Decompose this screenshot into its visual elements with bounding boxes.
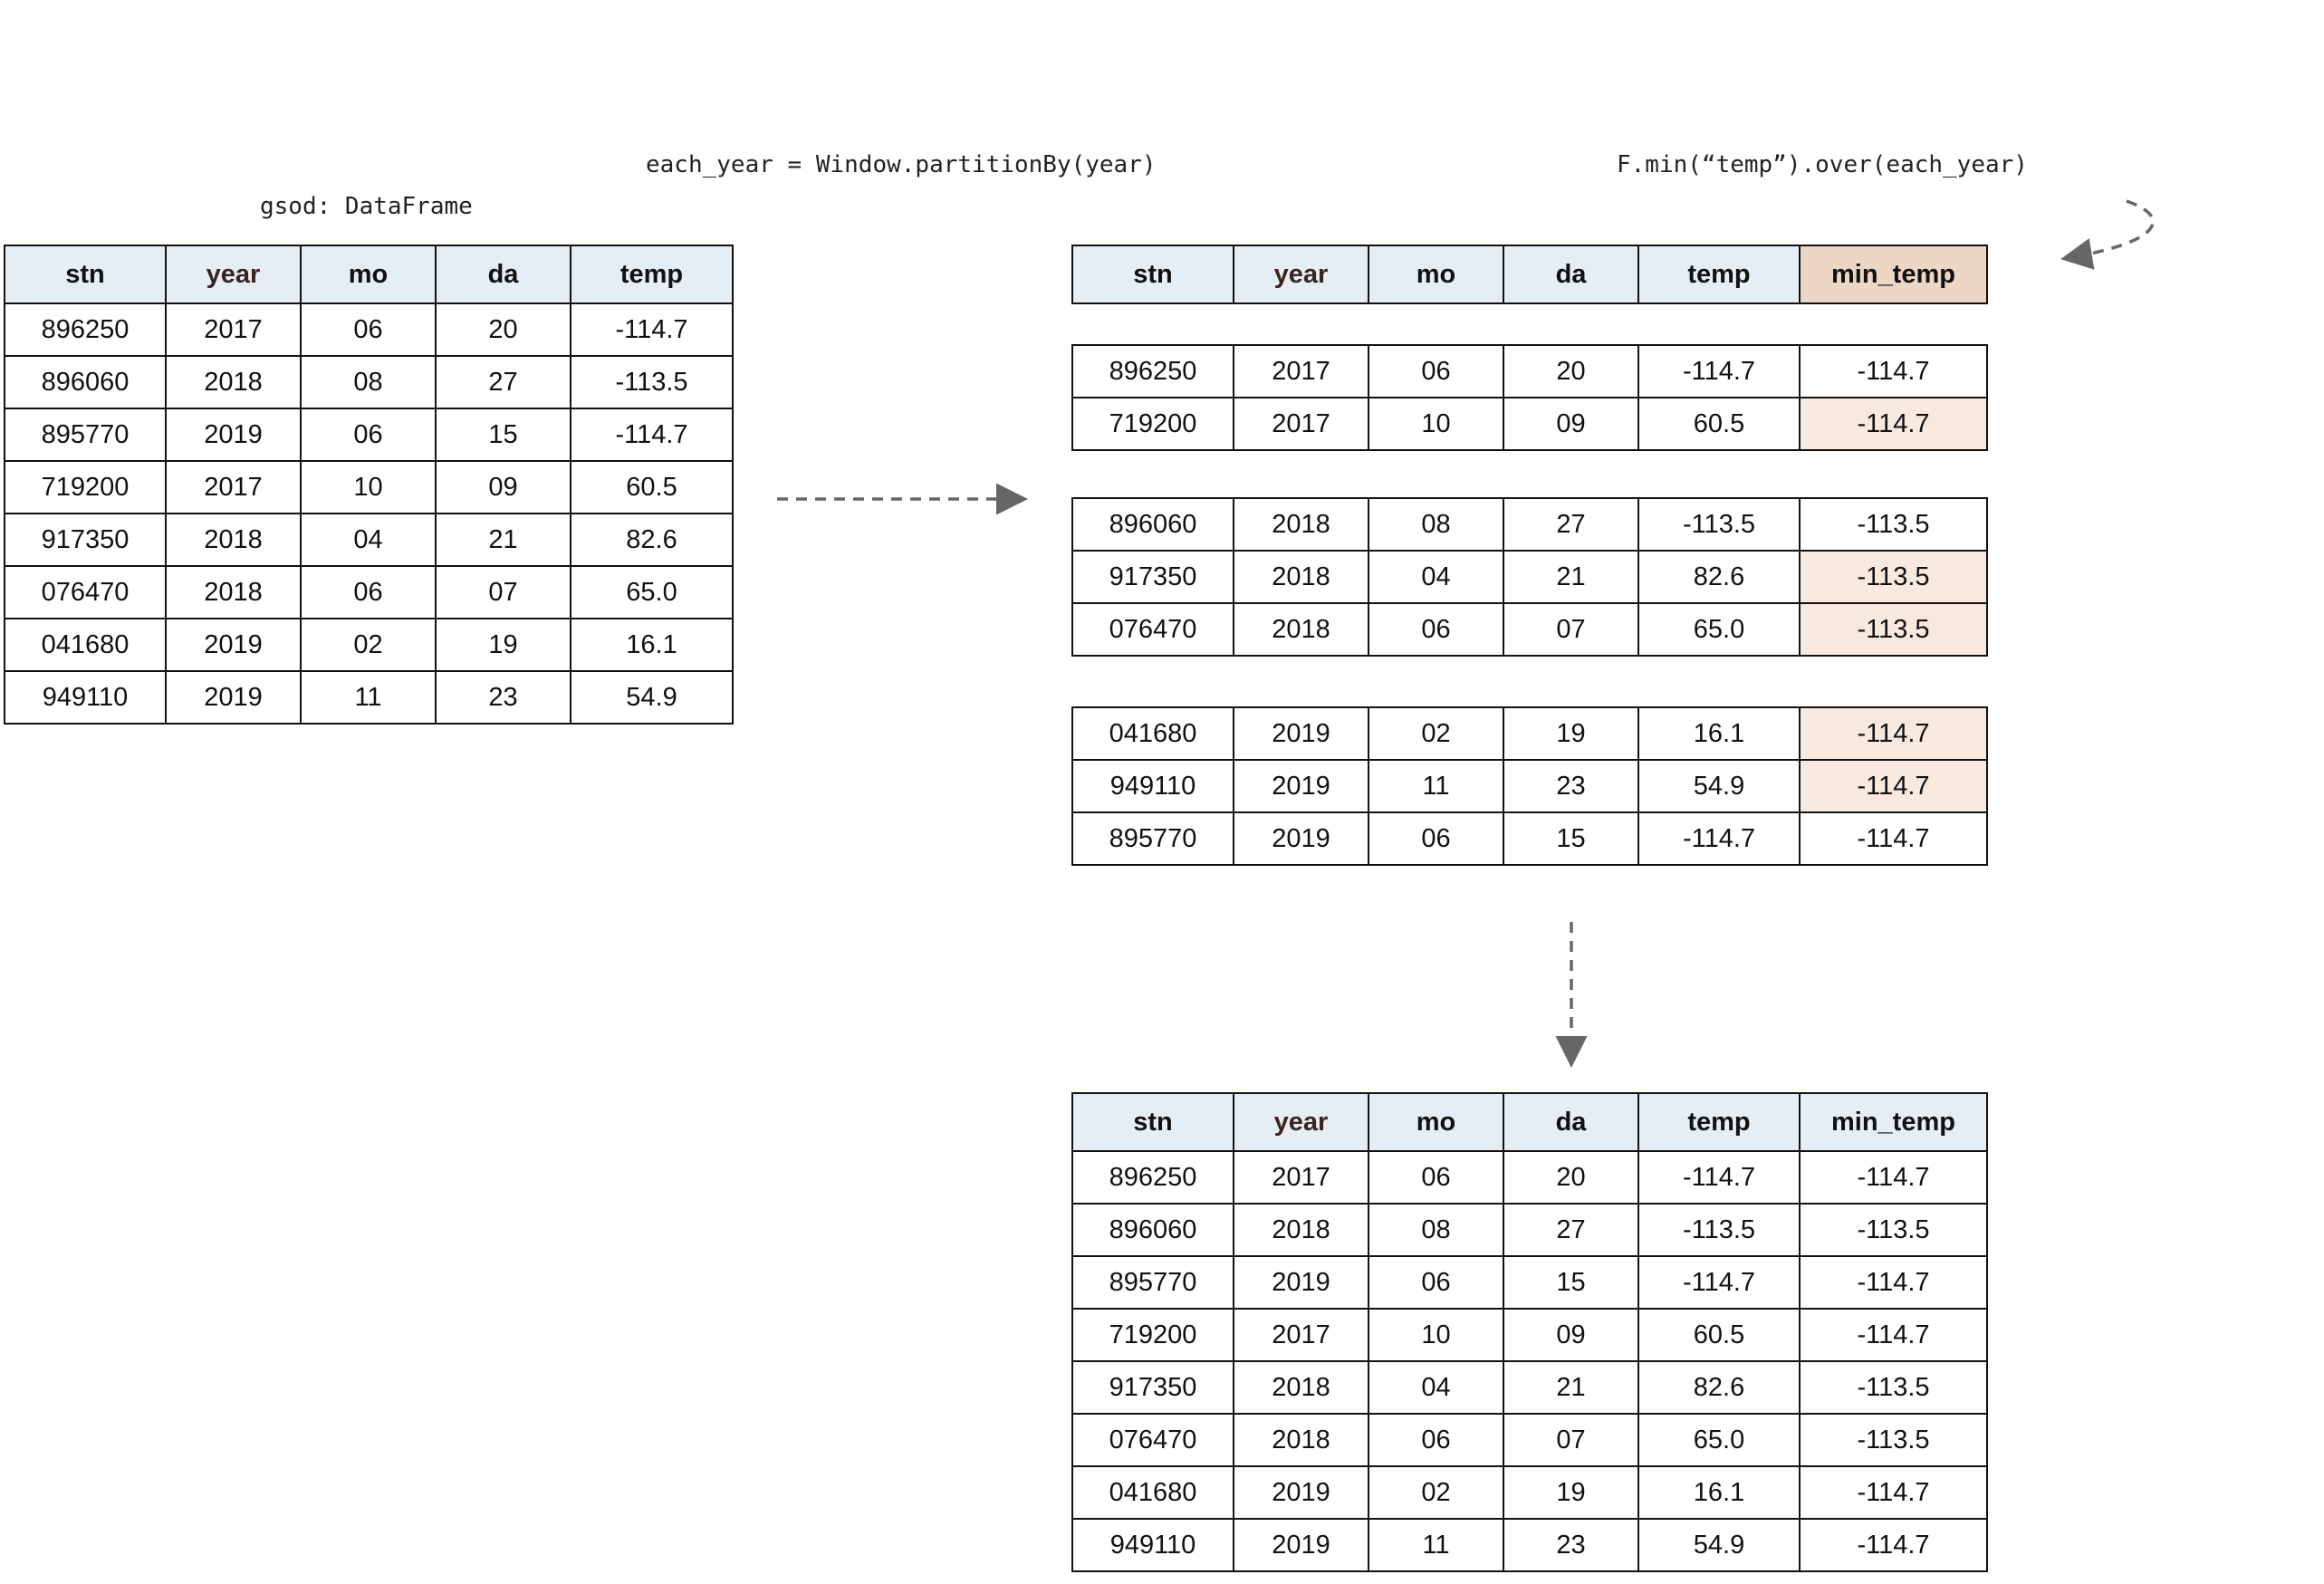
year-cell: 2017 [1234, 1309, 1368, 1361]
temp-cell: -113.5 [571, 356, 733, 408]
year-cell: 2019 [1234, 1256, 1368, 1309]
mo-cell: 06 [301, 303, 436, 356]
temp-cell: -114.7 [1638, 345, 1800, 398]
da-cell: 21 [1503, 1361, 1638, 1414]
year-cell: 2018 [1234, 1204, 1368, 1256]
min-temp-cell: -113.5 [1800, 1414, 1987, 1466]
year-cell: 2019 [166, 408, 301, 461]
stn-cell: 076470 [1072, 603, 1234, 656]
stn-cell: 076470 [5, 566, 166, 619]
mo-cell: 11 [301, 671, 436, 724]
stn-cell: 917350 [1072, 1361, 1234, 1414]
mo-cell: 10 [1368, 398, 1503, 450]
da-cell: 19 [1503, 707, 1638, 760]
mo-cell: 08 [301, 356, 436, 408]
mo-cell: 06 [301, 566, 436, 619]
mo-cell: 06 [1368, 1151, 1503, 1204]
min-temp-cell: -113.5 [1800, 603, 1987, 656]
temp-cell: 16.1 [1638, 707, 1800, 760]
temp-cell: 60.5 [1638, 1309, 1800, 1361]
mo-cell: 06 [1368, 603, 1503, 656]
temp-cell: -114.7 [1638, 812, 1800, 865]
da-cell: 21 [436, 514, 571, 566]
stn-cell: 041680 [1072, 707, 1234, 760]
min-temp-cell: -114.7 [1800, 760, 1987, 812]
da-cell: 23 [1503, 1519, 1638, 1571]
temp-cell: 60.5 [571, 461, 733, 514]
temp-cell: 16.1 [571, 619, 733, 671]
stn-cell: 719200 [1072, 398, 1234, 450]
temp-cell: 54.9 [571, 671, 733, 724]
year-cell: 2017 [1234, 398, 1368, 450]
stn-cell: 896250 [1072, 345, 1234, 398]
header-temp: temp [1638, 1093, 1800, 1151]
mo-cell: 02 [301, 619, 436, 671]
year-cell: 2018 [1234, 498, 1368, 551]
mo-cell: 04 [301, 514, 436, 566]
stn-cell: 917350 [5, 514, 166, 566]
da-cell: 20 [1503, 1151, 1638, 1204]
aggregation-arrow [2067, 201, 2153, 258]
da-cell: 07 [1503, 1414, 1638, 1466]
da-cell: 15 [1503, 1256, 1638, 1309]
da-cell: 09 [436, 461, 571, 514]
stn-cell: 896250 [5, 303, 166, 356]
temp-cell: 54.9 [1638, 760, 1800, 812]
da-cell: 19 [1503, 1466, 1638, 1519]
year-cell: 2019 [1234, 760, 1368, 812]
year-cell: 2018 [166, 566, 301, 619]
da-cell: 27 [1503, 1204, 1638, 1256]
mo-cell: 06 [1368, 345, 1503, 398]
min-temp-cell: -113.5 [1800, 1204, 1987, 1256]
da-cell: 09 [1503, 1309, 1638, 1361]
da-cell: 15 [436, 408, 571, 461]
min-temp-cell: -113.5 [1800, 551, 1987, 603]
da-cell: 21 [1503, 551, 1638, 603]
temp-cell: 54.9 [1638, 1519, 1800, 1571]
stn-cell: 949110 [5, 671, 166, 724]
mo-cell: 06 [1368, 1414, 1503, 1466]
min-temp-cell: -113.5 [1800, 1361, 1987, 1414]
year-cell: 2017 [166, 303, 301, 356]
da-cell: 07 [436, 566, 571, 619]
source-caption: gsod: DataFrame [260, 193, 473, 220]
header-year: year [166, 245, 301, 303]
mo-cell: 04 [1368, 551, 1503, 603]
header-min-temp: min_temp [1800, 245, 1987, 303]
da-cell: 27 [1503, 498, 1638, 551]
header-da: da [1503, 1093, 1638, 1151]
min-temp-cell: -114.7 [1800, 1309, 1987, 1361]
stn-cell: 896060 [1072, 1204, 1234, 1256]
temp-cell: -114.7 [571, 408, 733, 461]
mo-cell: 10 [301, 461, 436, 514]
da-cell: 20 [1503, 345, 1638, 398]
stn-cell: 896060 [1072, 498, 1234, 551]
temp-cell: -114.7 [1638, 1256, 1800, 1309]
min-temp-cell: -114.7 [1800, 1151, 1987, 1204]
da-cell: 19 [436, 619, 571, 671]
min-temp-cell: -114.7 [1800, 398, 1987, 450]
header-mo: mo [301, 245, 436, 303]
year-cell: 2018 [1234, 1361, 1368, 1414]
da-cell: 23 [1503, 760, 1638, 812]
da-cell: 20 [436, 303, 571, 356]
year-cell: 2018 [1234, 1414, 1368, 1466]
stn-cell: 896250 [1072, 1151, 1234, 1204]
year-cell: 2018 [1234, 603, 1368, 656]
year-cell: 2018 [166, 514, 301, 566]
temp-cell: 65.0 [571, 566, 733, 619]
temp-cell: -114.7 [1638, 1151, 1800, 1204]
stn-cell: 719200 [1072, 1309, 1234, 1361]
min-temp-cell: -114.7 [1800, 1519, 1987, 1571]
year-cell: 2017 [1234, 1151, 1368, 1204]
stn-cell: 895770 [1072, 812, 1234, 865]
temp-cell: -113.5 [1638, 498, 1800, 551]
temp-cell: 65.0 [1638, 1414, 1800, 1466]
min-temp-cell: -114.7 [1800, 1466, 1987, 1519]
header-mo: mo [1368, 1093, 1503, 1151]
mo-cell: 02 [1368, 707, 1503, 760]
header-da: da [436, 245, 571, 303]
mo-cell: 08 [1368, 1204, 1503, 1256]
mo-cell: 06 [301, 408, 436, 461]
mo-cell: 10 [1368, 1309, 1503, 1361]
header-mo: mo [1368, 245, 1503, 303]
mo-cell: 02 [1368, 1466, 1503, 1519]
temp-cell: 65.0 [1638, 603, 1800, 656]
stn-cell: 895770 [5, 408, 166, 461]
da-cell: 23 [436, 671, 571, 724]
stn-cell: 895770 [1072, 1256, 1234, 1309]
da-cell: 27 [436, 356, 571, 408]
mo-cell: 06 [1368, 812, 1503, 865]
header-temp: temp [571, 245, 733, 303]
year-cell: 2018 [1234, 551, 1368, 603]
mo-cell: 06 [1368, 1256, 1503, 1309]
header-year: year [1234, 245, 1368, 303]
mo-cell: 08 [1368, 498, 1503, 551]
temp-cell: 82.6 [1638, 1361, 1800, 1414]
mo-cell: 04 [1368, 1361, 1503, 1414]
year-cell: 2019 [166, 671, 301, 724]
stn-cell: 041680 [1072, 1466, 1234, 1519]
stn-cell: 949110 [1072, 760, 1234, 812]
da-cell: 07 [1503, 603, 1638, 656]
window-code-label: each_year = Window.partitionBy(year) [646, 151, 1157, 178]
temp-cell: 82.6 [571, 514, 733, 566]
min-temp-cell: -114.7 [1800, 1256, 1987, 1309]
temp-cell: -114.7 [571, 303, 733, 356]
stn-cell: 949110 [1072, 1519, 1234, 1571]
mo-cell: 11 [1368, 760, 1503, 812]
temp-cell: -113.5 [1638, 1204, 1800, 1256]
header-year: year [1234, 1093, 1368, 1151]
min-temp-cell: -113.5 [1800, 498, 1987, 551]
temp-cell: 60.5 [1638, 398, 1800, 450]
stn-cell: 041680 [5, 619, 166, 671]
stn-cell: 719200 [5, 461, 166, 514]
temp-cell: 16.1 [1638, 1466, 1800, 1519]
year-cell: 2019 [1234, 1466, 1368, 1519]
year-cell: 2019 [1234, 707, 1368, 760]
year-cell: 2018 [166, 356, 301, 408]
year-cell: 2017 [166, 461, 301, 514]
stn-cell: 896060 [5, 356, 166, 408]
header-stn: stn [1072, 245, 1234, 303]
header-temp: temp [1638, 245, 1800, 303]
min-temp-cell: -114.7 [1800, 707, 1987, 760]
min-temp-cell: -114.7 [1800, 345, 1987, 398]
da-cell: 09 [1503, 398, 1638, 450]
year-cell: 2019 [166, 619, 301, 671]
stn-cell: 917350 [1072, 551, 1234, 603]
header-da: da [1503, 245, 1638, 303]
temp-cell: 82.6 [1638, 551, 1800, 603]
da-cell: 15 [1503, 812, 1638, 865]
year-cell: 2017 [1234, 345, 1368, 398]
min-temp-cell: -114.7 [1800, 812, 1987, 865]
year-cell: 2019 [1234, 1519, 1368, 1571]
aggregation-code-label: F.min(“temp”).over(each_year) [1617, 151, 2028, 178]
header-stn: stn [5, 245, 166, 303]
year-cell: 2019 [1234, 812, 1368, 865]
header-stn: stn [1072, 1093, 1234, 1151]
stn-cell: 076470 [1072, 1414, 1234, 1466]
header-min-temp: min_temp [1800, 1093, 1987, 1151]
mo-cell: 11 [1368, 1519, 1503, 1571]
